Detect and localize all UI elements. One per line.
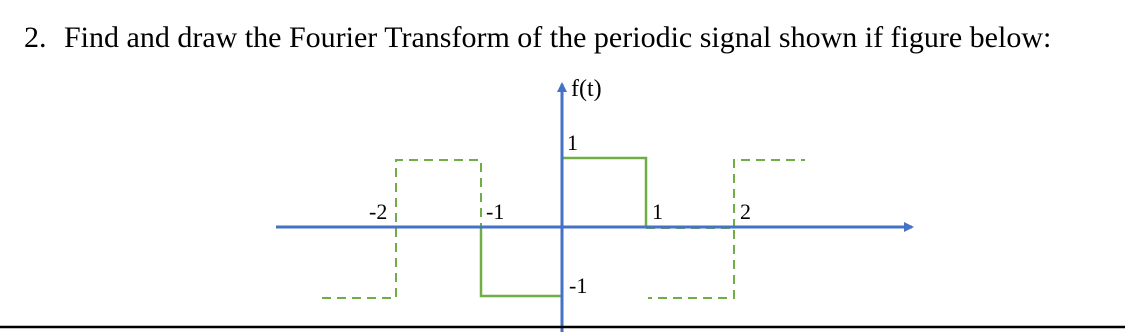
question-number: 2.	[24, 21, 47, 54]
x-tick-2: 2	[740, 199, 751, 224]
x-tick-minus-2: -2	[369, 199, 388, 224]
y-axis-label: f(t)	[571, 76, 602, 102]
x-tick-minus-1: -1	[486, 199, 505, 224]
dashed-segment-right	[646, 228, 734, 298]
y-tick-high: 1	[567, 130, 578, 155]
x-tick-1: 1	[652, 199, 663, 224]
dashed-segment-left	[322, 160, 481, 298]
solid-positive-pulse	[562, 158, 646, 226]
question-body: Find and draw the Fourier Transform of the periodic signal shown if figure below:	[64, 21, 1052, 54]
y-tick-low: -1	[569, 273, 588, 298]
